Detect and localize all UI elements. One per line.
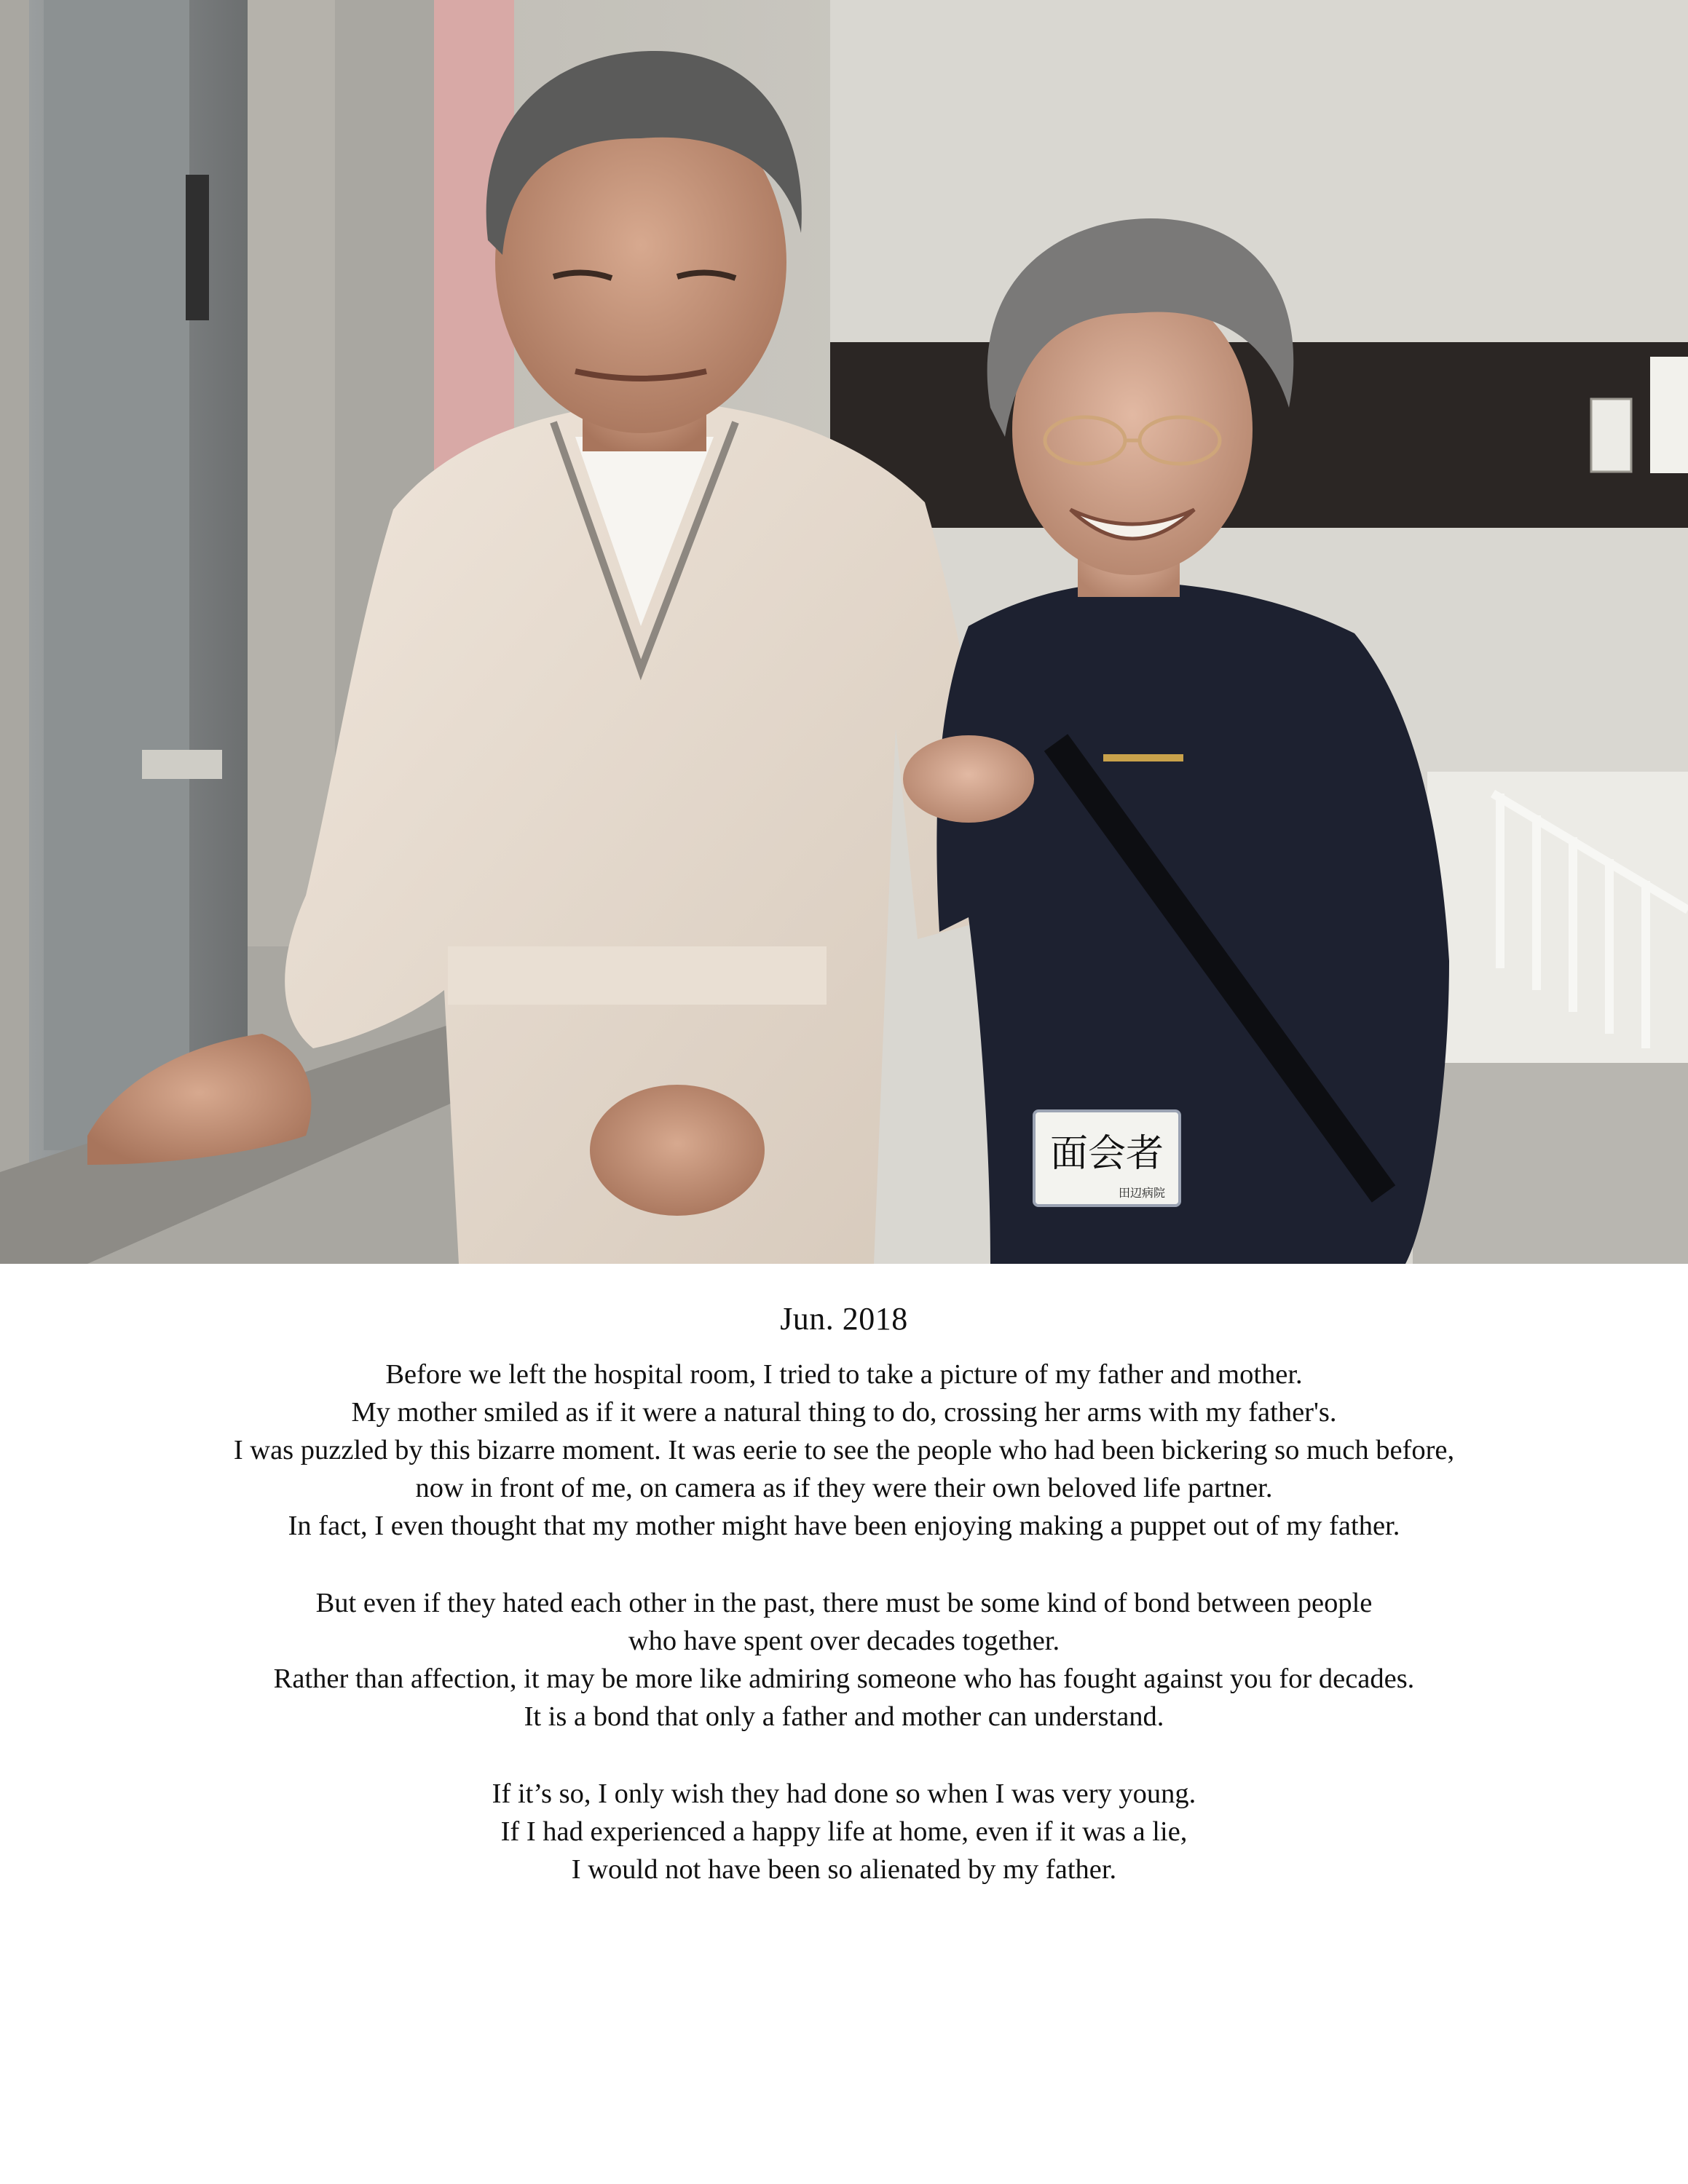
paragraph-2 [0,1584,1688,1736]
text-line: Rather than affection, it may be more like admiring someone who has fought against you for decades. [273,1663,1415,1694]
text-line: Before we left the hospital room, I tried to take a picture of my father and mother. [385,1359,1303,1390]
brooch-icon [1103,754,1183,761]
text-line: I was puzzled by this bizarre moment. It was eerie to see the people who had been bickering so much before, [233,1435,1455,1465]
paragraph-1 [0,1356,1688,1545]
text-line: now in front of me, on camera as if they were their own beloved life partner. [415,1473,1273,1503]
text-line: If it’s so, I only wish they had done so when I was very young. [492,1779,1196,1809]
wall-stripe [830,342,1688,528]
mother-hand [903,735,1034,823]
caption-date: Jun. 2018 [780,1301,908,1337]
caption-block [0,1264,1688,1928]
badge-hospital: 田辺病院 [1118,1186,1165,1200]
visitor-badge [1034,1111,1180,1206]
text-line: who have spent over decades together. [628,1626,1060,1656]
text-line: It is a bond that only a father and mother can understand. [524,1701,1164,1732]
text-line: I would not have been so alienated by my father. [571,1854,1117,1885]
text-line: If I had experienced a happy life at home, even if it was a lie, [500,1816,1188,1847]
text-line: In fact, I even thought that my mother might have been enjoying making a puppet out of my father. [288,1511,1400,1541]
badge-title: 面会者 [1049,1132,1164,1176]
caption-paragraphs [0,1356,1688,1888]
text-line: But even if they hated each other in the past, there must be some kind of bond between people [315,1588,1373,1618]
text-line: My mother smiled as if it were a natural thing to do, crossing her arms with my father's. [351,1397,1337,1428]
paragraph-3 [0,1775,1688,1888]
window-latch-icon [186,175,209,320]
